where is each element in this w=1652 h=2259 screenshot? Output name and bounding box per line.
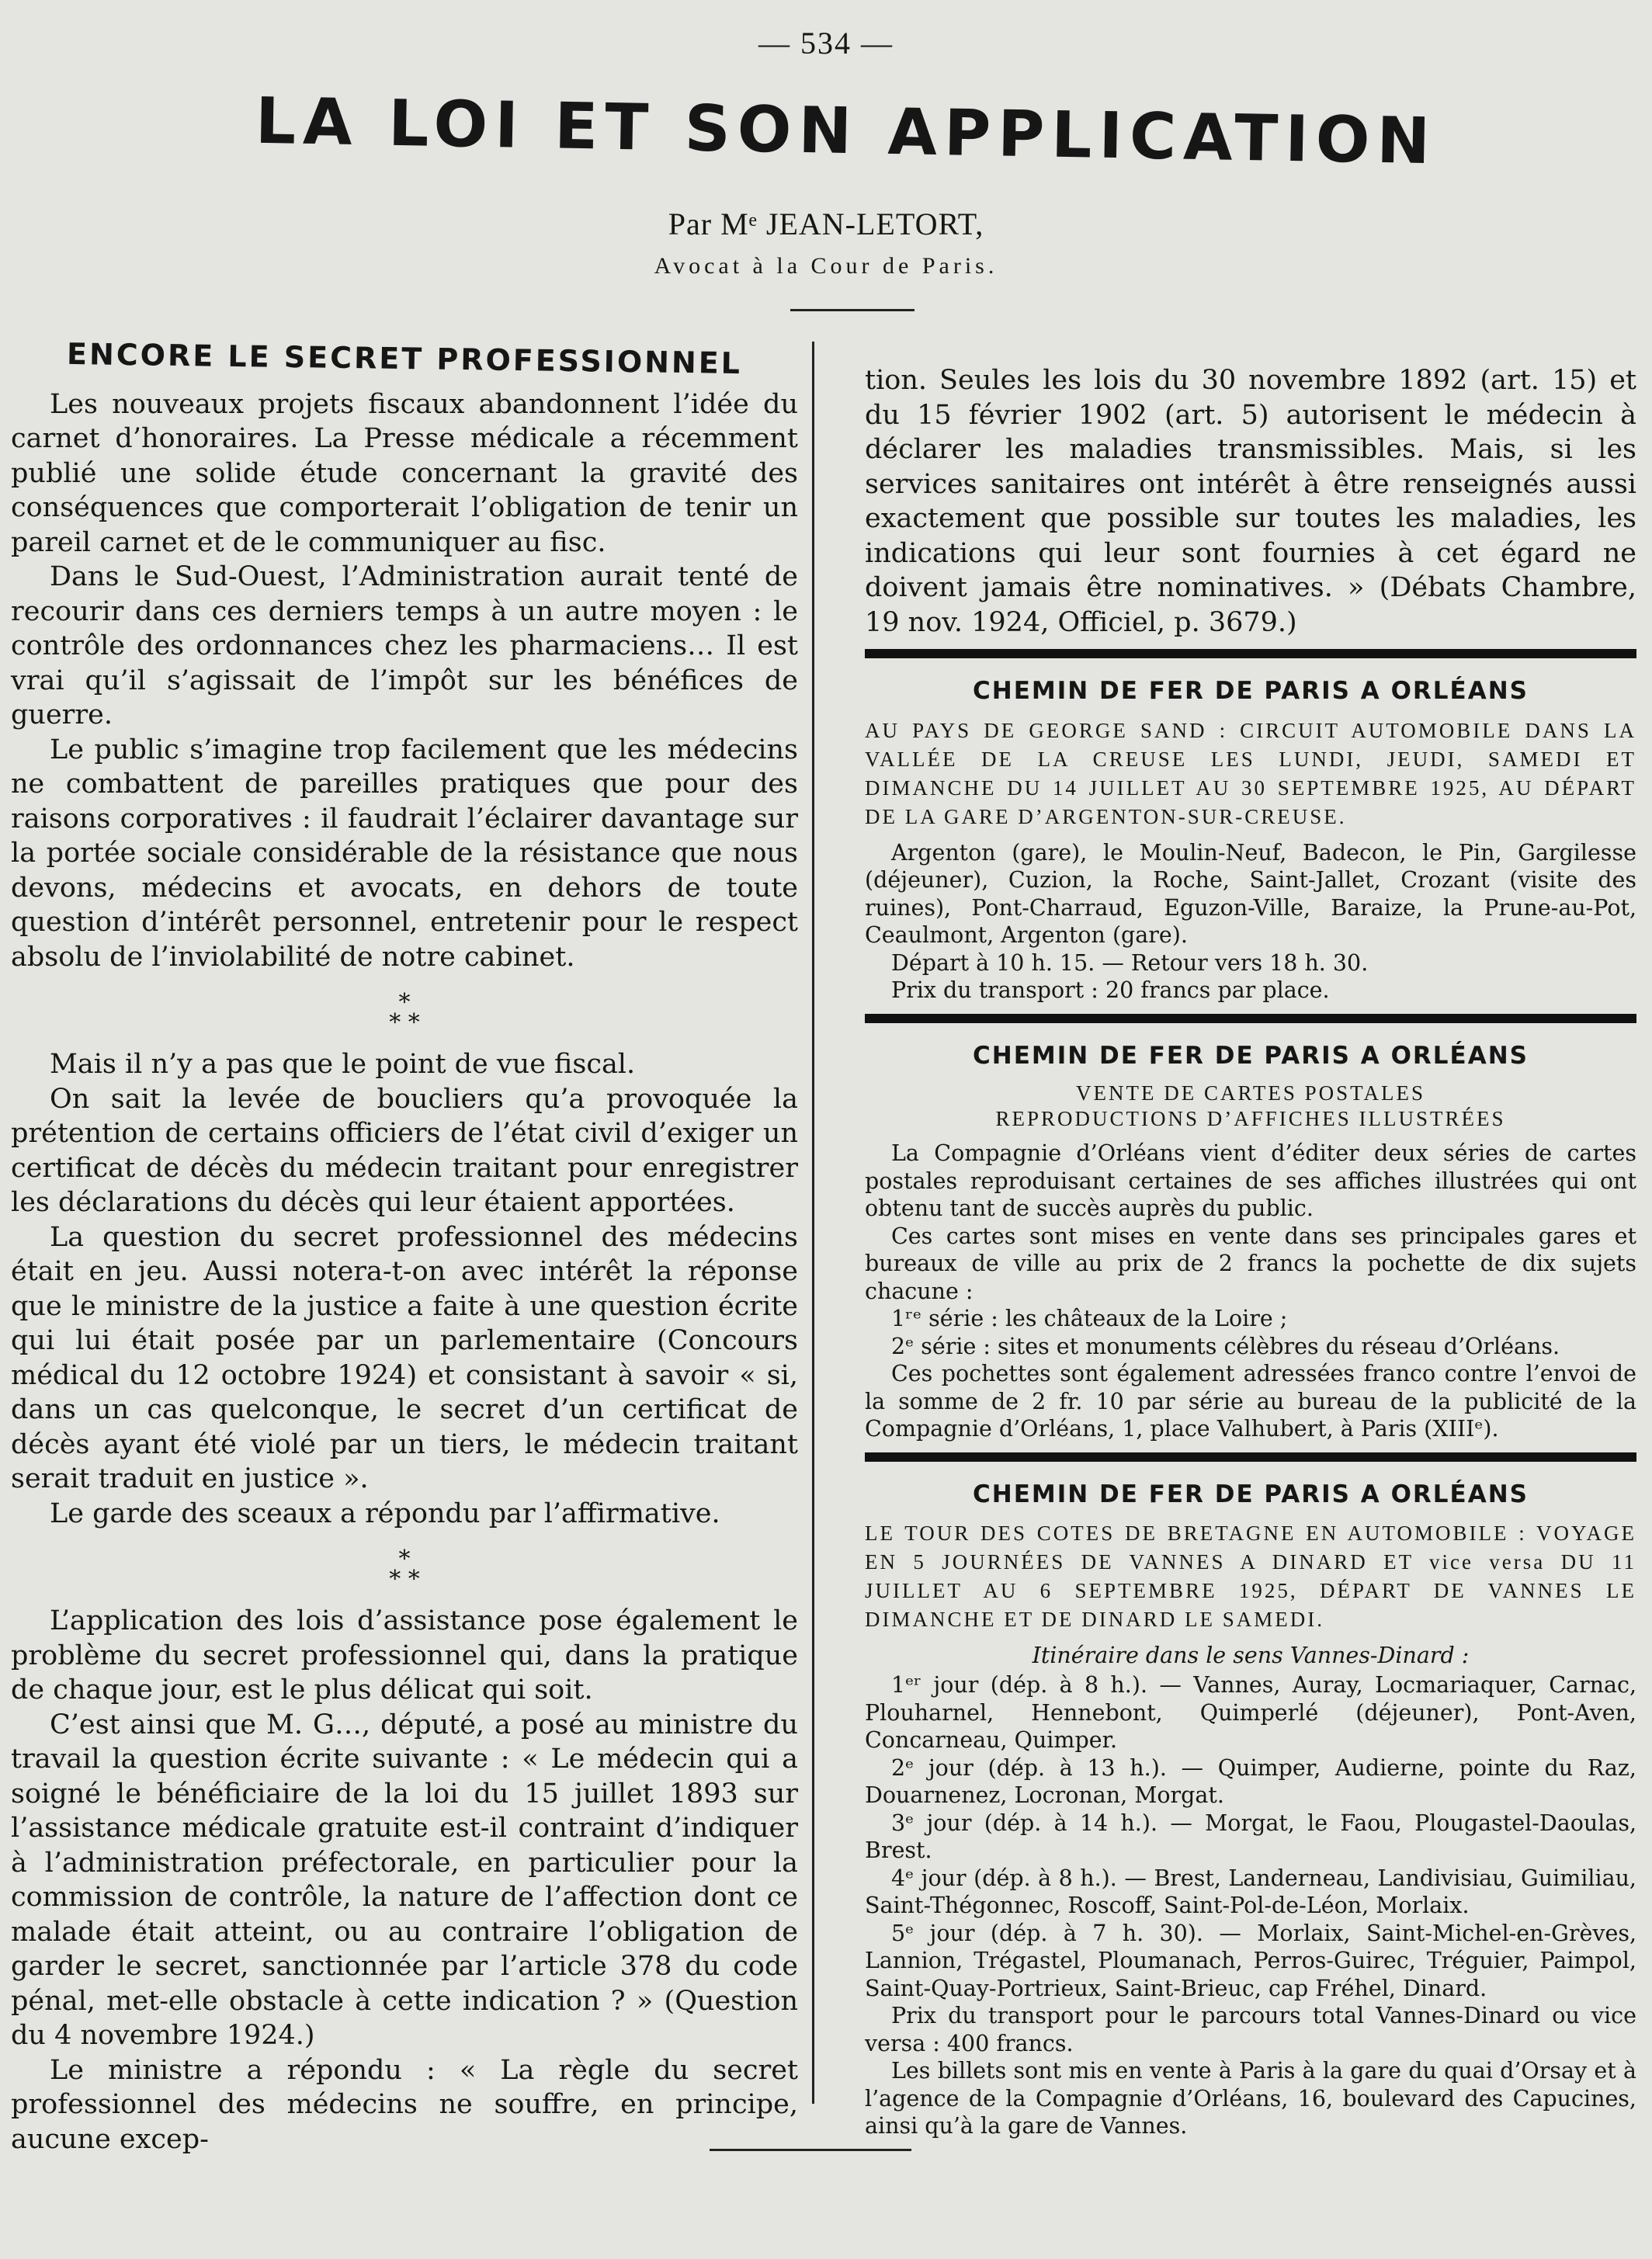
- notice-paragraph: 1ᵉʳ jour (dép. à 8 h.). — Vannes, Auray, Locmariaquer, Carnac, Plouharnel, Hennebont, Quimperlé (déjeuner), Pont-Aven, Concarneau, Quimper.: [865, 1672, 1636, 1753]
- notice-paragraph: 4ᵉ jour (dép. à 8 h.). — Brest, Landerneau, Landivisiau, Guimiliau, Saint-Thégonnec, Roscoff, Saint-Pol-de-Léon, Morlaix.: [865, 1865, 1636, 1918]
- article-paragraph: On sait la levée de boucliers qu’a provoquée la prétention de certains officiers de l’état civil d’exiger un certificat de décès du médecin traitant pour enregistrer les déclarations du décès qui leur étaient apportées.: [11, 1083, 798, 1218]
- notice-body: [865, 1671, 1636, 2140]
- page-number: — 534 —: [758, 26, 894, 61]
- notice-subtitle: LE TOUR DES COTES DE BRETAGNE EN AUTOMOBILE : VOYAGE EN 5 JOURNÉES DE VANNES A DINARD ET vice versa DU 11 JUILLET AU 6 SEPTEMBRE 1925, DÉPART DE VANNES LE DIMANCHE ET DE DINARD LE SAMEDI.: [865, 1522, 1636, 1631]
- article-heading: ENCORE LE SECRET PROFESSIONNEL: [66, 336, 743, 381]
- article-paragraph: Mais il n’y a pas que le point de vue fiscal.: [50, 1049, 636, 1080]
- notice-subtitle: VENTE DE CARTES POSTALES: [1076, 1081, 1425, 1105]
- section-separator: [11, 1546, 798, 1593]
- notice-paragraph: 5ᵉ jour (dép. à 7 h. 30). — Morlaix, Saint-Michel-en-Grèves, Lannion, Trégastel, Ploumanach, Perros-Guirec, Tréguier, Paimpol, Saint-Quay-Portrieux, Saint-Brieuc, cap Fréhel, Dinard.: [865, 1920, 1636, 2001]
- notice-rule: [865, 1014, 1636, 1023]
- footer-rule: [710, 2149, 911, 2151]
- notice-paragraph: Prix du transport : 20 francs par place.: [891, 977, 1330, 1003]
- author-line: Par Mᵉ JEAN-LETORT,: [668, 206, 984, 241]
- notice-paragraph: Les billets sont mis en vente à Paris à la gare du quai d’Orsay et à l’agence de la Compagnie d’Orléans, 16, boulevard des Capucines, ainsi qu’à la gare de Vannes.: [865, 2058, 1636, 2139]
- header-divider: [790, 309, 914, 311]
- notice-rule: [865, 649, 1636, 658]
- separator-stars: * *: [389, 1566, 420, 1593]
- notice-paragraph: Prix du transport pour le parcours total Vannes-Dinard ou vice versa : 400 francs.: [865, 2003, 1636, 2056]
- notice-paragraph: Argenton (gare), le Moulin-Neuf, Badecon, le Pin, Gargilesse (déjeuner), Cuzion, la Roche, Saint-Jallet, Crozant (visite des ruines), Pont-Charraud, Eguzon-Ville, Baraize, la Prune-au-Pot, Ceaulmont, Argenton (gare).: [865, 839, 1636, 948]
- right-column: [865, 363, 1636, 2140]
- article-continuation: tion. Seules les lois du 30 novembre 1892 (art. 15) et du 15 février 1902 (art. 5) autorisent le médecin à déclarer les maladies transmissibles. Mais, si les services sanitaires ont intérêt à être renseignés aussi exactement que possible sur toutes les maladies, les indications qui leur sont fournies à cet égard ne doivent jamais être nominatives. » (Débats Chambre, 19 nov. 1924, Officiel, p. 3679.): [865, 365, 1636, 638]
- notice-paragraph: 1ʳᵉ série : les châteaux de la Loire ;: [891, 1306, 1288, 1331]
- notice-title: CHEMIN DE FER DE PARIS A ORLÉANS: [973, 677, 1529, 705]
- notice-paragraph: Départ à 10 h. 15. — Retour vers 18 h. 30.: [891, 949, 1369, 976]
- author-title: Avocat à la Cour de Paris.: [654, 253, 998, 279]
- notice-body: [865, 839, 1636, 1005]
- column-divider: [812, 342, 814, 2104]
- notice-body: [865, 1140, 1636, 1443]
- notice-paragraph: Ces pochettes sont également adressées franco contre l’envoi de la somme de 2 fr. 10 par série au bureau de la publicité de la Compagnie d’Orléans, 1, place Valhubert, à Paris (XIIIᵉ).: [865, 1361, 1636, 1442]
- page-title: LA LOI ET SON APPLICATION: [255, 84, 1438, 179]
- notice-subtitle: REPRODUCTIONS D’AFFICHES ILLUSTRÉES: [995, 1107, 1506, 1130]
- article-paragraph: L’application des lois d’assistance pose également le problème du secret professionnel qui, dans la pratique de chaque jour, est le plus délicat qui soit.: [11, 1605, 798, 1706]
- separator-star: *: [398, 1546, 411, 1573]
- notice-title: CHEMIN DE FER DE PARIS A ORLÉANS: [973, 1480, 1529, 1508]
- article-paragraph: Le ministre a répondu : « La règle du secret professionnel des médecins ne souffre, en principe, aucune excep-: [11, 2054, 798, 2155]
- notice-rule: [865, 1452, 1636, 1462]
- article-paragraph: Dans le Sud-Ouest, l’Administration aurait tenté de recourir dans ces derniers temps à un autre moyen : le contrôle des ordonnances chez les pharmaciens… Il est vrai qu’il s’agissait de l’impôt sur les bénéfices de guerre.: [11, 561, 798, 730]
- left-column: [11, 335, 798, 2157]
- notice-subtitle: AU PAYS DE GEORGE SAND : CIRCUIT AUTOMOBILE DANS LA VALLÉE DE LA CREUSE LES LUNDI, JEUDI, SAMEDI ET DIMANCHE DU 14 JUILLET AU 30 SEPTEMBRE 1925, AU DÉPART DE LA GARE D’ARGENTON-SUR-CREUSE.: [865, 718, 1636, 828]
- notice-paragraph: 3ᵉ jour (dép. à 14 h.). — Morgat, le Faou, Plougastel-Daoulas, Brest.: [865, 1810, 1636, 1863]
- notice-paragraph: Ces cartes sont mises en vente dans ses principales gares et bureaux de ville au prix de 2 francs la pochette de dix sujets chacune :: [865, 1223, 1636, 1304]
- notice-block: [865, 674, 1636, 1005]
- notice-paragraph: La Compagnie d’Orléans vient d’éditer deux séries de cartes postales reproduisant certaines de ses affiches illustrées qui ont obtenu tant de succès auprès du public.: [865, 1140, 1636, 1221]
- notice-title: CHEMIN DE FER DE PARIS A ORLÉANS: [973, 1041, 1529, 1070]
- itinerary-heading: Itinéraire dans le sens Vannes-Dinard :: [1032, 1643, 1470, 1668]
- notice-paragraph: 2ᵉ jour (dép. à 13 h.). — Quimper, Audierne, pointe du Raz, Douarnenez, Locronan, Morgat.: [865, 1754, 1636, 1808]
- article-paragraph: Les nouveaux projets fiscaux abandonnent l’idée du carnet d’honoraires. La Presse médicale a récemment publié une solide étude concernant la gravité des conséquences que comporterait l’obligation de tenir un pareil carnet et de le communiquer au fisc.: [11, 388, 798, 558]
- separator-star: *: [398, 989, 411, 1016]
- separator-stars: * *: [389, 1009, 420, 1036]
- section-separator: [11, 989, 798, 1036]
- notice-paragraph: 2ᵉ série : sites et monuments célèbres du réseau d’Orléans.: [891, 1333, 1560, 1359]
- notice-block: [865, 1039, 1636, 1443]
- article-paragraph: Le garde des sceaux a répondu par l’affirmative.: [50, 1497, 720, 1529]
- article-paragraph: La question du secret professionnel des médecins était en jeu. Aussi notera-t-on avec intérêt la réponse que le ministre de la justice a faite à une question écrite qui lui était posée par un parlementaire (Concours médical du 12 octobre 1924) et consistant à savoir « si, dans un cas quelconque, le secret d’un certificat de décès ayant été violé par un tiers, le médecin traitant serait traduit en justice ».: [11, 1221, 798, 1494]
- article-paragraph: C’est ainsi que M. G…, député, a posé au ministre du travail la question écrite suivante : « Le médecin qui a soigné le bénéficiaire de la loi du 15 juillet 1893 sur l’assistance médicale gratuite est-il contraint d’indiquer à l’administration préfectorale, en particulier pour la commission de contrôle, la nature de l’affection dont ce malade était atteint, ou au contraire l’obligation de garder le secret, sanctionnée par l’article 378 du code pénal, met-elle obstacle à cette indication ? » (Question du 4 novembre 1924.): [11, 1709, 798, 2051]
- article-paragraph: Le public s’imagine trop facilement que les médecins ne combattent de pareilles pratiques que pour des raisons corporatives : il faudrait l’éclairer davantage sur la portée sociale considérable de la résistance que nous devons, médecins et avocats, en dehors de toute question d’intérêt personnel, entretenir pour le respect absolu de l’inviolabilité de notre cabinet.: [11, 734, 798, 973]
- notice-block: [865, 1477, 1636, 2140]
